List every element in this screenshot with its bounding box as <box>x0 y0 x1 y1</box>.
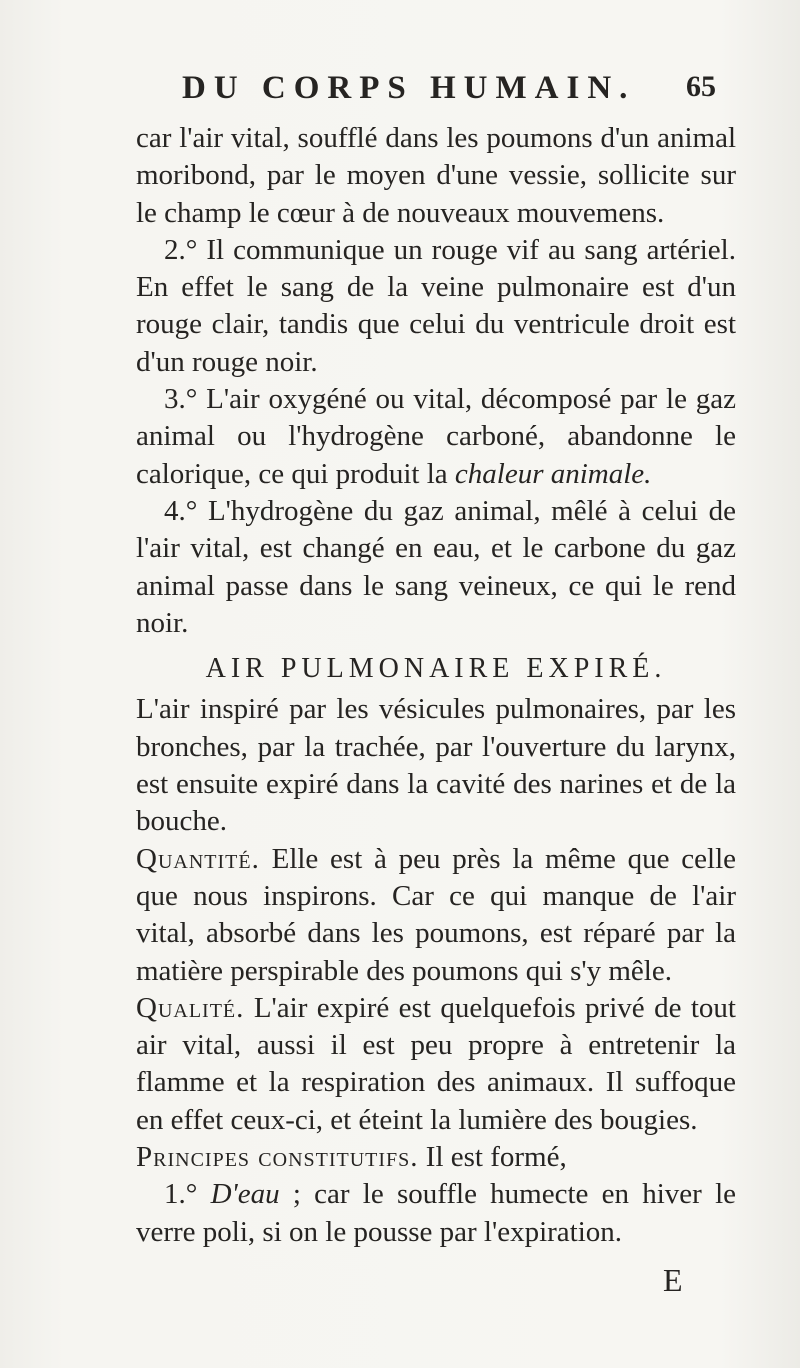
page-header <box>182 70 716 110</box>
label-principes: Principes constitutifs. <box>136 1141 419 1174</box>
emphasis-chaleur-animale: chaleur animale. <box>454 457 652 490</box>
body-text <box>136 120 736 1251</box>
paragraph-quantite: Quantité. Elle est à peu près la même que celle que nous inspirons. Car ce qui manque de l'air vital, absorbé dans les poumons, est réparé par la matière perspirable des poumons qui s'y mêle. <box>136 842 736 987</box>
emphasis-eau: D'eau <box>210 1178 280 1211</box>
page-number: 65 <box>686 70 716 103</box>
paragraph-eau: 1.° D'eau ; car le souffle humecte en hiver le verre poli, si on le pousse par l'expiration. <box>136 1178 736 1248</box>
paragraph-continuation: car l'air vital, soufflé dans les poumons d'un animal moribond, par le moyen d'une vessie, sollicite sur le champ le cœur à de nouveaux mouvemens. <box>136 122 736 229</box>
label-quantite: Quantité. <box>136 842 260 875</box>
paragraph-5: L'air inspiré par les vésicules pulmonaires, par les bronches, par la trachée, par l'ouverture du larynx, est ensuite expiré dans la cavité des narines et de la bouche. <box>136 693 736 838</box>
paragraph-principes: Principes constitutifs. Il est formé, <box>136 1141 567 1174</box>
paragraph-3: 3.° L'air oxygéné ou vital, décomposé par le gaz animal ou l'hydrogène carboné, abandonne le calorique, ce qui produit la chaleur animale. <box>136 383 736 490</box>
paragraph-qualite: Qualité. L'air expiré est quelquefois privé de tout air vital, aussi il est peu propre à entretenir la flamme et la respiration des animaux. Il suffoque en effet ceux-ci, et éteint la lumière des bougies. <box>136 991 736 1136</box>
catchword: E <box>663 1262 683 1298</box>
paragraph-4: 4.° L'hydrogène du gaz animal, mêlé à celui de l'air vital, est changé en eau, et le carbone du gaz animal passe dans le sang veineux, ce qui le rend noir. <box>136 494 736 639</box>
paragraph-2: 2.° Il communique un rouge vif au sang artériel. En effet le sang de la veine pulmonaire est d'un rouge clair, tandis que celui du ventricule droit est d'un rouge noir. <box>136 233 736 378</box>
section-heading: AIR PULMONAIRE EXPIRÉ. <box>205 653 667 685</box>
label-qualite: Qualité. <box>136 991 245 1024</box>
running-title: DU CORPS HUMAIN. <box>182 70 636 106</box>
